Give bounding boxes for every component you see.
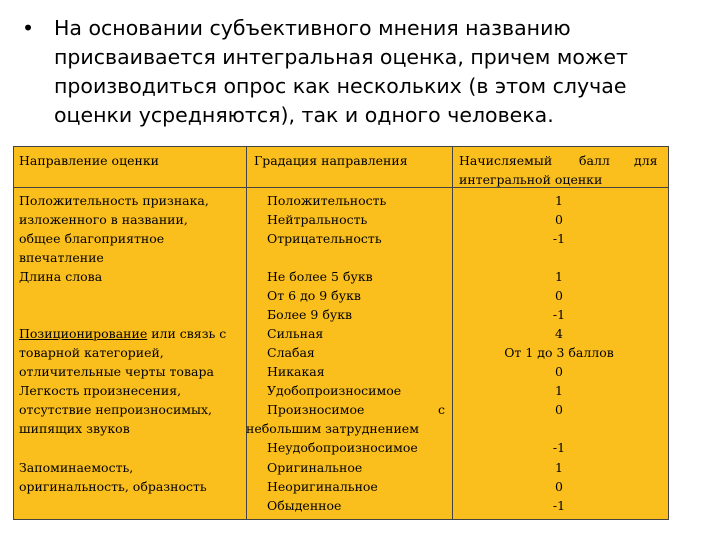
score-value: 0 bbox=[555, 479, 563, 494]
bullet-body bbox=[22, 14, 702, 130]
score-value: 0 bbox=[555, 364, 563, 379]
bullet-line: На основании субъективного мнения названию bbox=[54, 16, 571, 40]
score-value: 1 bbox=[555, 383, 563, 398]
column-divider bbox=[452, 147, 453, 519]
header-col3-b: балл bbox=[579, 153, 610, 168]
gradation-text: Произносимое bbox=[267, 402, 365, 417]
bullet-dot-icon: • bbox=[22, 16, 35, 40]
criterion-text: изложенного в названии, bbox=[19, 212, 188, 227]
criterion-text: шипящих звуков bbox=[19, 421, 130, 436]
bullet-line: производиться опрос как нескольких (в этом случае bbox=[54, 74, 627, 98]
gradation-text: Никакая bbox=[267, 364, 325, 379]
gradation-text: Более 9 букв bbox=[267, 307, 353, 322]
criterion-text: впечатление bbox=[19, 250, 104, 265]
column-divider bbox=[246, 147, 247, 519]
gradation-text: Обыденное bbox=[267, 498, 342, 513]
bullet-line: присваивается интегральная оценка, причем может bbox=[54, 45, 628, 69]
gradation-text: небольшим затруднением bbox=[246, 421, 419, 436]
criterion-text: оригинальность, образность bbox=[19, 479, 207, 494]
gradation-text: Отрицательность bbox=[267, 231, 382, 246]
gradation-text: Сильная bbox=[267, 326, 324, 341]
score-value: 0 bbox=[555, 212, 563, 227]
header-col3-a: Начисляемый bbox=[459, 153, 553, 168]
gradation-text: Положительность bbox=[267, 193, 387, 208]
score-value: 0 bbox=[555, 402, 563, 417]
gradation-text: с bbox=[438, 402, 446, 417]
header-col3-c: для bbox=[634, 153, 658, 168]
gradation-text: Слабая bbox=[267, 345, 315, 360]
criterion-text: Легкость произнесения, bbox=[19, 383, 182, 398]
gradation-text: Не более 5 букв bbox=[267, 269, 373, 284]
score-value: -1 bbox=[552, 231, 566, 246]
bullet-line: оценки усредняются), так и одного человека. bbox=[54, 103, 554, 127]
criterion-text: отличительные черты товара bbox=[19, 364, 214, 379]
score-value: -1 bbox=[552, 440, 566, 455]
criterion-text: Положительность признака, bbox=[19, 193, 209, 208]
header-col2: Градация направления bbox=[254, 153, 408, 168]
bullet-paragraph bbox=[22, 14, 702, 130]
score-value: От 1 до 3 баллов bbox=[504, 345, 614, 360]
score-value: 0 bbox=[555, 288, 563, 303]
criterion-text: общее благоприятное bbox=[19, 231, 165, 246]
header-col3-line2: интегральной оценки bbox=[459, 172, 603, 187]
score-value: 1 bbox=[555, 460, 563, 475]
score-value: -1 bbox=[552, 498, 566, 513]
score-value: -1 bbox=[552, 307, 566, 322]
gradation-text: Оригинальное bbox=[267, 460, 363, 475]
rating-table bbox=[13, 146, 669, 520]
score-value: 1 bbox=[555, 269, 563, 284]
criterion-text: отсутствие непроизносимых, bbox=[19, 402, 212, 417]
gradation-text: От 6 до 9 букв bbox=[267, 288, 361, 303]
score-value: 4 bbox=[555, 326, 563, 341]
criterion-text: товарной категорией, bbox=[19, 345, 164, 360]
score-value: 1 bbox=[555, 193, 563, 208]
criterion-text: Запоминаемость, bbox=[19, 460, 134, 475]
criterion-text: Длина слова bbox=[19, 269, 103, 284]
gradation-text: Нейтральность bbox=[267, 212, 368, 227]
gradation-text: Удобопроизносимое bbox=[267, 383, 402, 398]
gradation-text: Неоригинальное bbox=[267, 479, 378, 494]
criterion-text-rest: или связь с bbox=[147, 326, 227, 341]
criterion-underlined: Позиционирование bbox=[19, 326, 148, 341]
criterion-text bbox=[19, 324, 226, 343]
header-col1: Направление оценки bbox=[19, 153, 159, 168]
gradation-text: Неудобопроизносимое bbox=[267, 440, 418, 455]
